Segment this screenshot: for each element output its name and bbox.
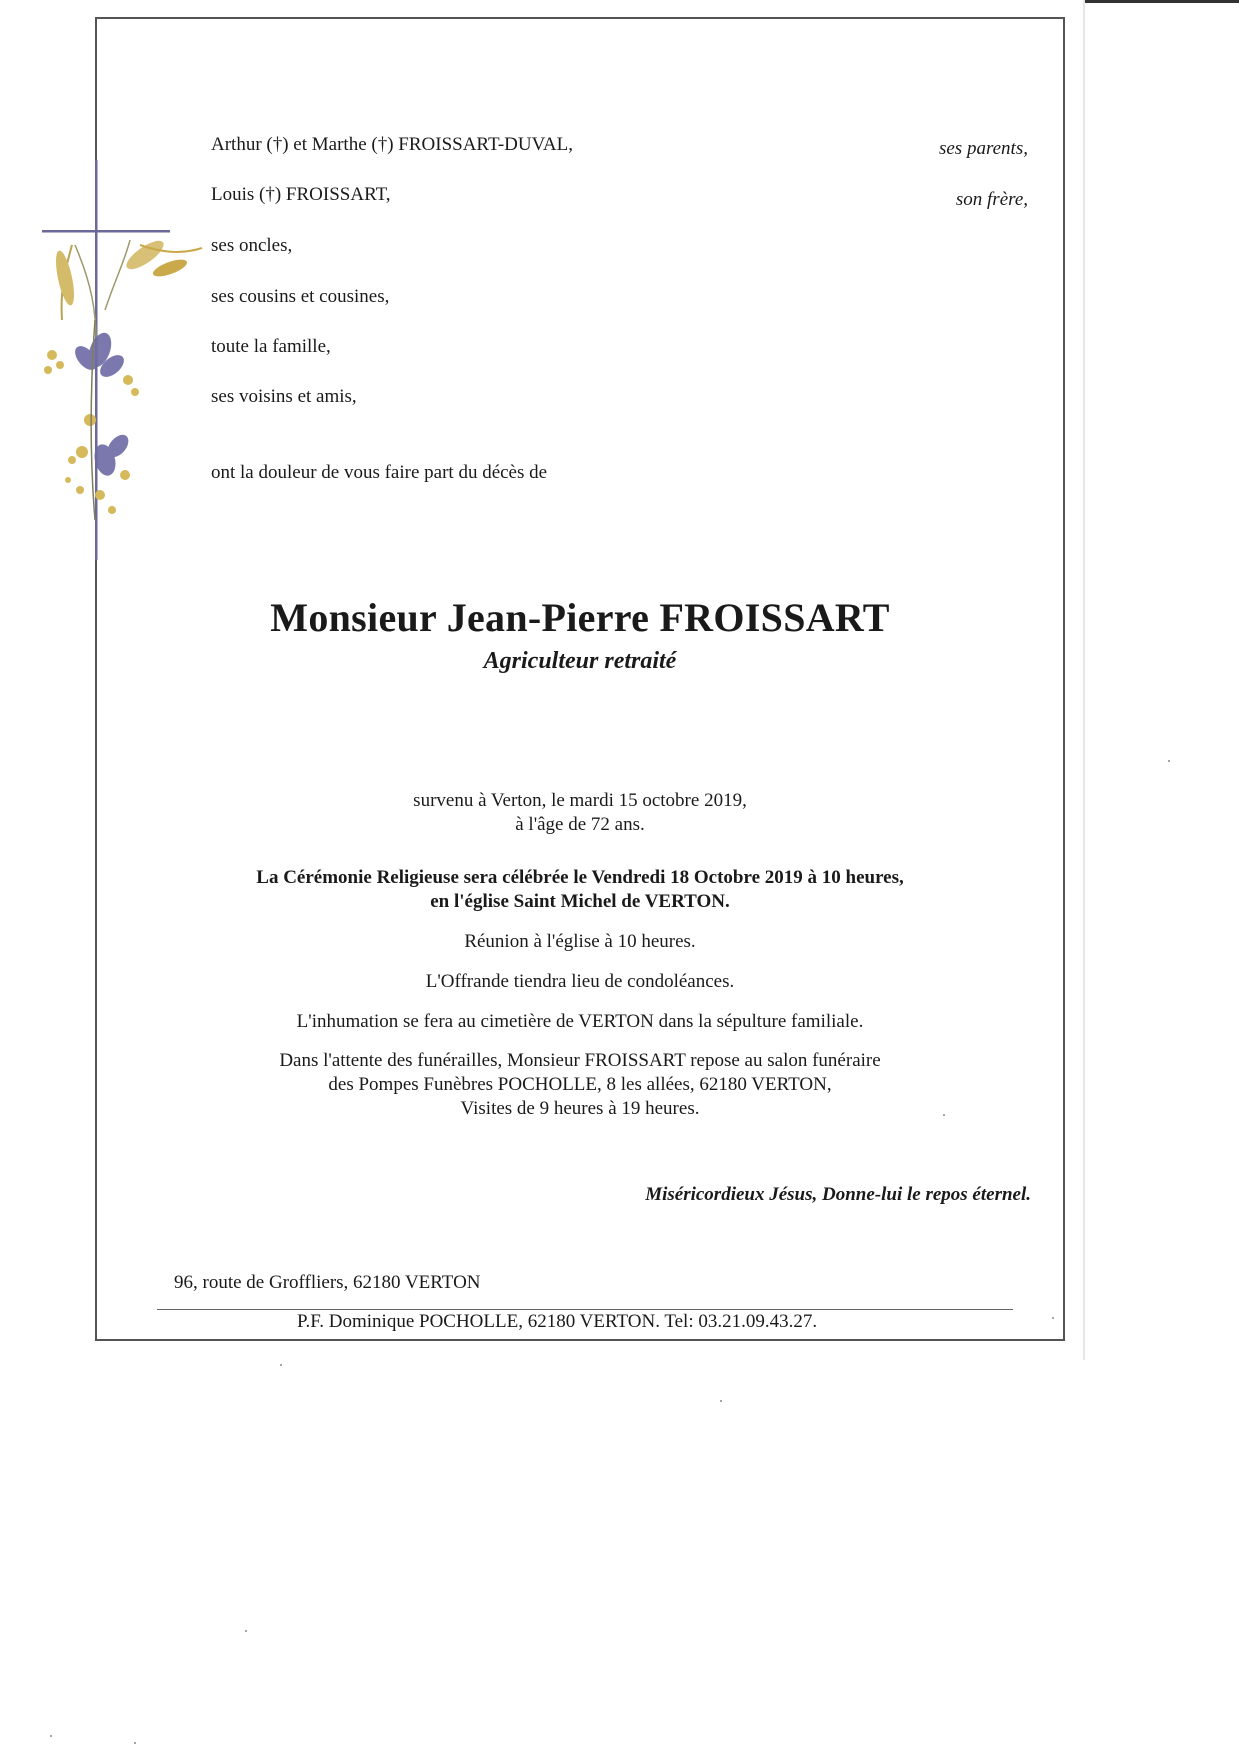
parents-note: ses parents, <box>938 138 1028 159</box>
inhumation-line: L'inhumation se fera au cimetière de VERTON dans la sépulture familiale. <box>296 1011 864 1032</box>
ceremony-line-1: La Cérémonie Religieuse sera célébrée le Vendredi 18 Octobre 2019 à 10 heures, <box>256 867 904 888</box>
announcement-intro: ont la douleur de vous faire part du décès de <box>211 462 548 483</box>
offrande-line: L'Offrande tiendra lieu de condoléances. <box>425 971 735 992</box>
ceremony-line-2: en l'église Saint Michel de VERTON. <box>430 891 730 912</box>
obituary-card <box>95 17 1065 1341</box>
scan-speck <box>280 1364 282 1366</box>
brother-note: son frère, <box>955 189 1028 210</box>
salon-line-2: des Pompes Funèbres POCHOLLE, 8 les allées, 62180 VERTON, <box>328 1074 832 1095</box>
scan-edge-rule <box>1085 0 1239 3</box>
neighbours-line: ses voisins et amis, <box>211 386 357 407</box>
scan-speck <box>50 1735 52 1737</box>
reunion-line: Réunion à l'église à 10 heures. <box>464 931 696 952</box>
deceased-profession: Agriculteur retraité <box>483 648 677 674</box>
salon-line-1: Dans l'attente des funérailles, Monsieur FROISSART repose au salon funéraire <box>279 1050 881 1071</box>
scan-speck <box>943 1114 945 1116</box>
scan-speck <box>1168 760 1170 762</box>
cross-flower-ornament-icon <box>20 160 220 560</box>
death-line-2: à l'âge de 72 ans. <box>515 814 645 835</box>
home-address: 96, route de Groffliers, 62180 VERTON <box>174 1272 481 1293</box>
scan-edge-shadow <box>1083 0 1085 1360</box>
scan-speck <box>134 1742 136 1744</box>
funeral-home-info: P.F. Dominique POCHOLLE, 62180 VERTON. Tel: 03.21.09.43.27. <box>297 1311 818 1332</box>
scan-speck <box>245 1630 247 1632</box>
closing-prayer: Miséricordieux Jésus, Donne-lui le repos éternel. <box>645 1184 1031 1205</box>
death-line-1: survenu à Verton, le mardi 15 octobre 2019, <box>413 790 747 811</box>
family-line: toute la famille, <box>211 336 331 357</box>
uncles-line: ses oncles, <box>211 235 293 256</box>
deceased-name: Monsieur Jean-Pierre FROISSART <box>270 595 890 640</box>
cousins-line: ses cousins et cousines, <box>211 286 390 307</box>
brother-line: Louis (†) FROISSART, <box>211 184 391 205</box>
scan-speck <box>720 1400 722 1402</box>
salon-line-3: Visites de 9 heures à 19 heures. <box>460 1098 700 1119</box>
parents-line: Arthur (†) et Marthe (†) FROISSART-DUVAL, <box>211 134 573 155</box>
footer-divider <box>157 1309 1013 1310</box>
scan-speck <box>1052 1317 1054 1319</box>
